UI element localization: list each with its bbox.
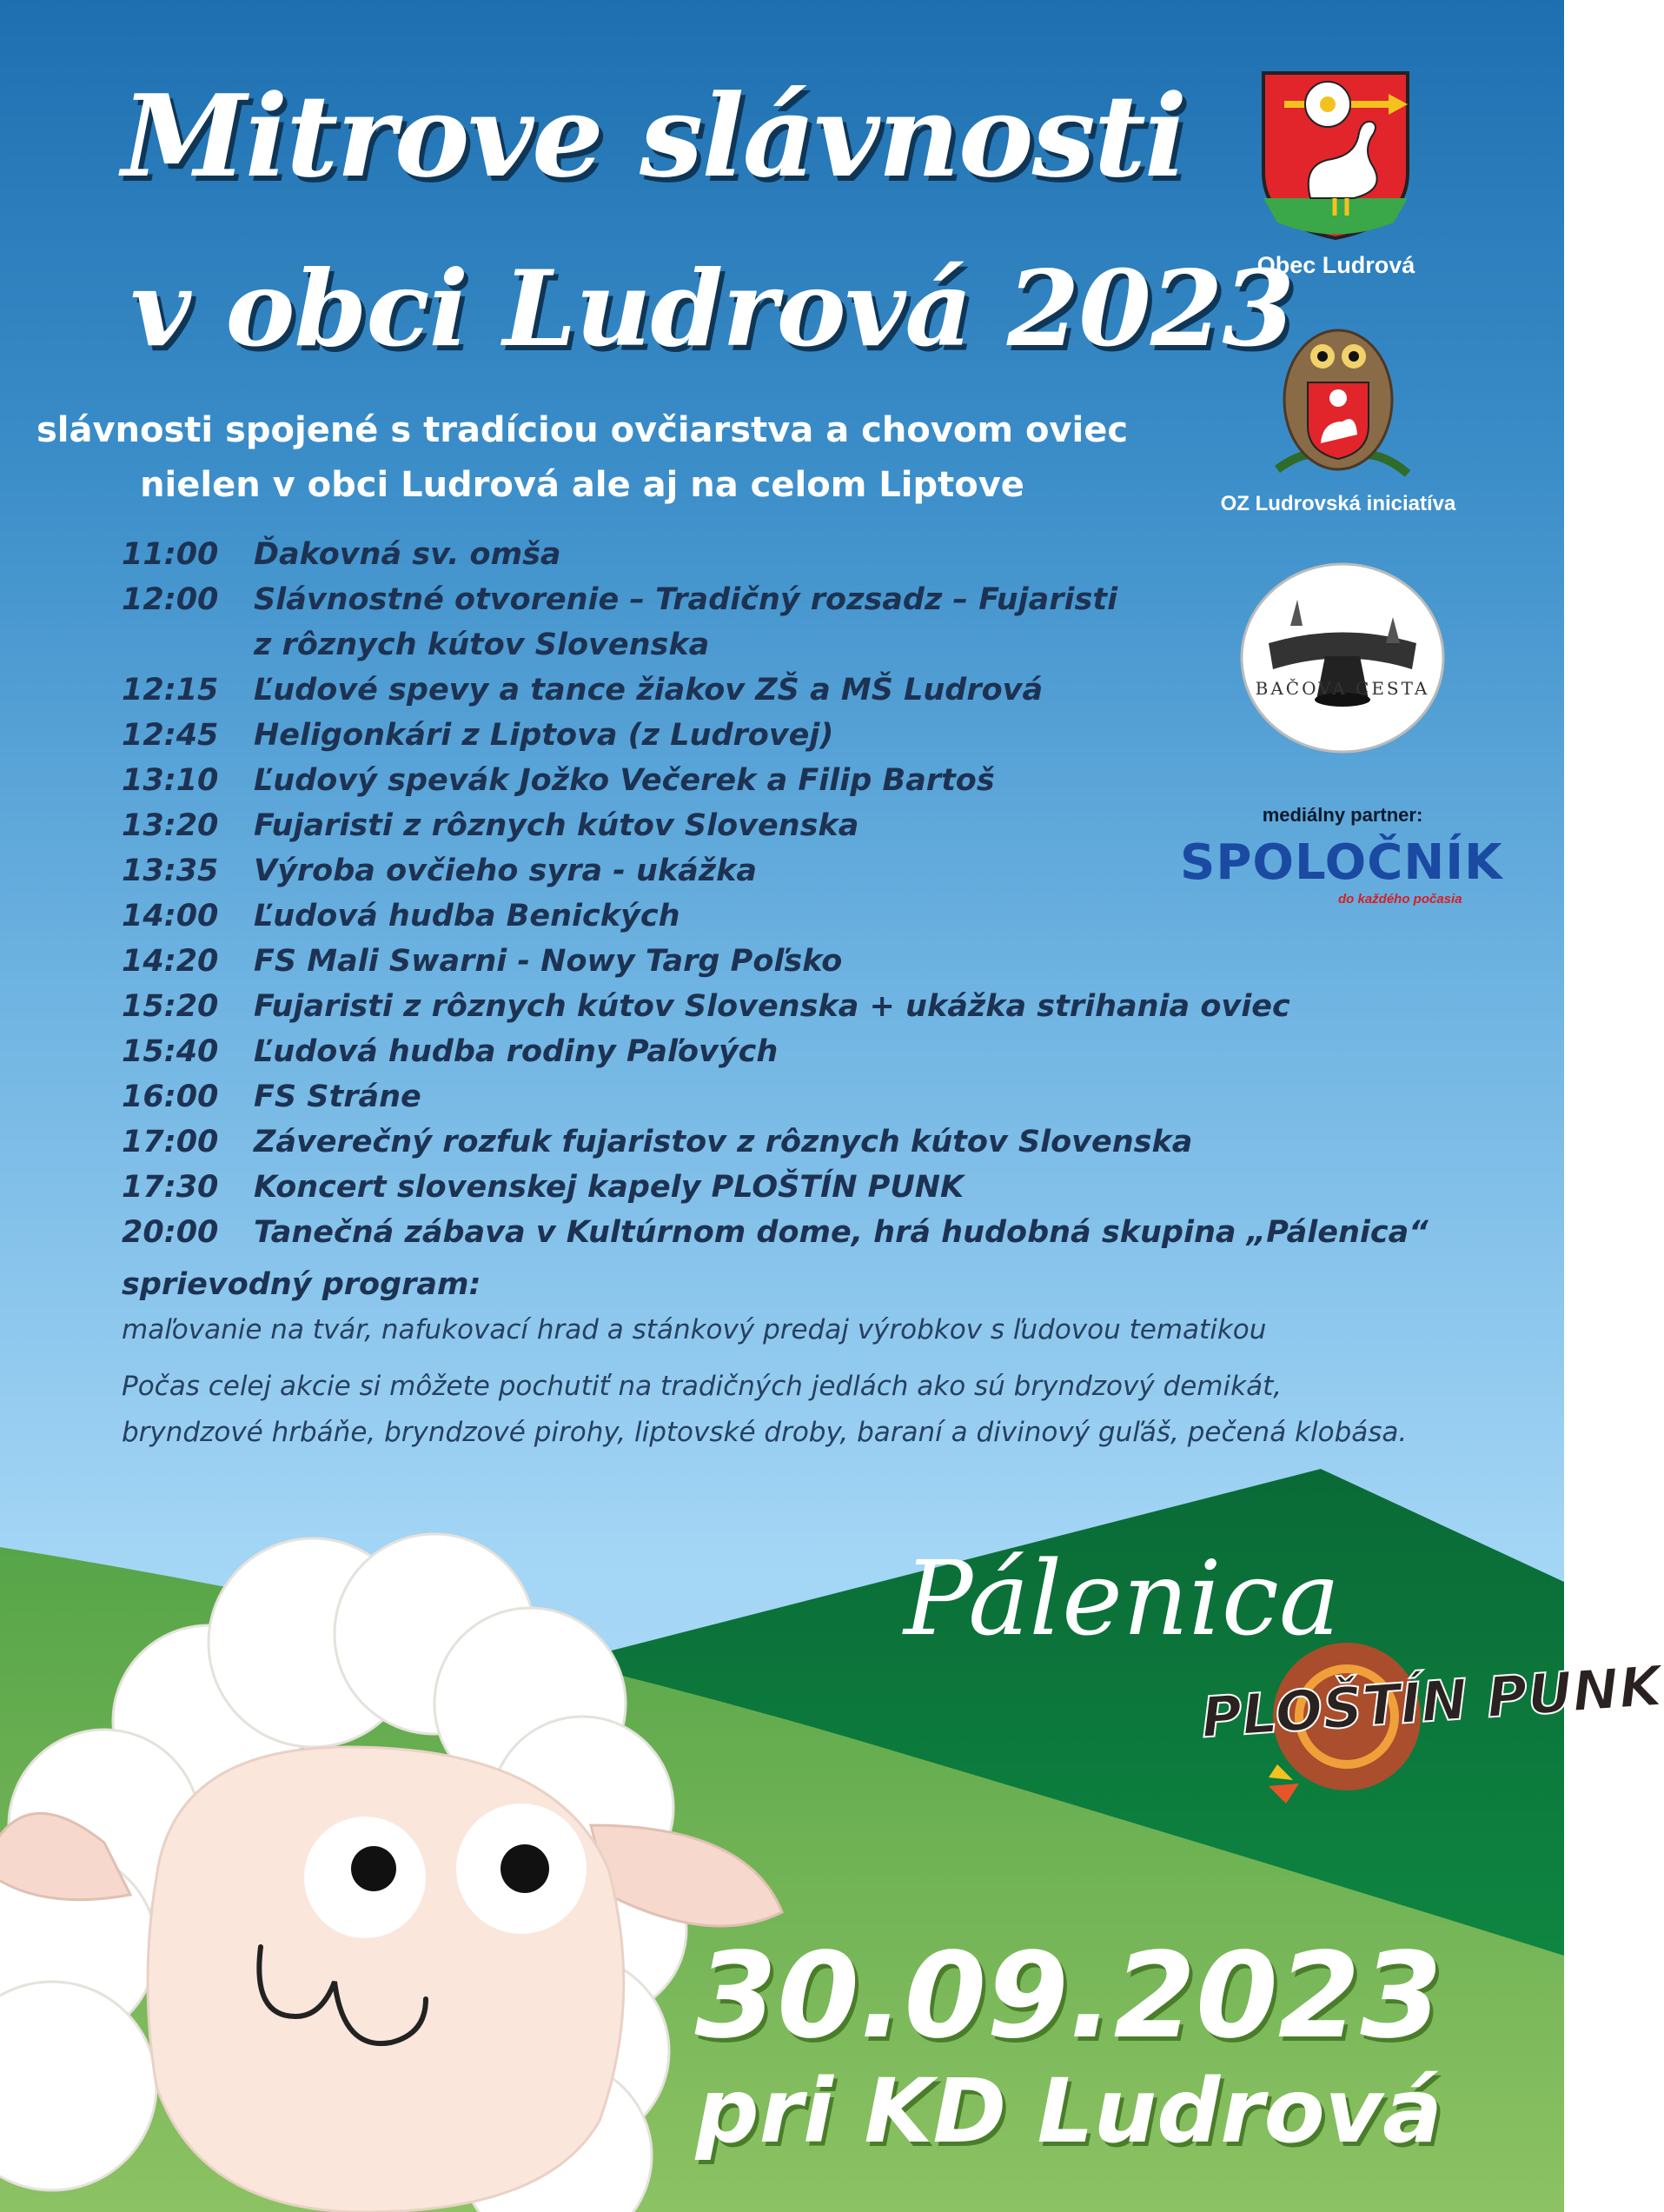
schedule-activity: Ľudové spevy a tance žiakov ZŠ a MŠ Ludrová bbox=[254, 673, 1044, 707]
schedule-time: 11:00 bbox=[122, 537, 219, 572]
palenica-logo: Pálenica bbox=[904, 1538, 1341, 1658]
food-text-line-2: bryndzové hrbáňe, bryndzové pirohy, liptovské droby, baraní a divinový guľáš, pečená klobása. bbox=[122, 1417, 1408, 1448]
event-date: 30.09.2023 bbox=[694, 1928, 1442, 2065]
obec-ludrova-coat-of-arms-icon bbox=[1258, 68, 1413, 242]
title-line-2: v obci Ludrová 2023 bbox=[130, 248, 1294, 370]
obec-ludrova-label: Obec Ludrová bbox=[1256, 252, 1415, 278]
schedule-activity: FS Mali Swarni - Nowy Targ Poľsko bbox=[254, 944, 843, 979]
schedule-row bbox=[122, 1029, 1199, 1074]
schedule-row bbox=[122, 1210, 1429, 1255]
schedule-row bbox=[122, 848, 1199, 893]
schedule-row bbox=[122, 803, 1199, 848]
bacova-cesta-logo-icon bbox=[1238, 561, 1447, 756]
schedule-time: 12:00 bbox=[122, 582, 219, 617]
schedule-activity: Ľudová hudba rodiny Paľových bbox=[254, 1034, 779, 1069]
schedule-row bbox=[122, 939, 1199, 984]
schedule-time: 17:00 bbox=[122, 1125, 219, 1159]
schedule-activity: Fujaristi z rôznych kútov Slovenska + ukážka strihania oviec bbox=[254, 989, 1290, 1024]
side-program-text: maľovanie na tvár, nafukovací hrad a stánkový predaj výrobkov s ľudovou tematikou bbox=[122, 1314, 1267, 1345]
oz-ludrovska-owl-icon bbox=[1260, 304, 1416, 487]
title-line-1: Mitrove slávnosti bbox=[122, 70, 1186, 203]
schedule-activity: Tanečná zábava v Kultúrnom dome, hrá hudobná skupina „Pálenica“ bbox=[254, 1215, 1429, 1250]
spolocnik-logo: SPOLOČNÍK bbox=[1180, 834, 1503, 891]
schedule-row bbox=[122, 1074, 1199, 1119]
schedule-row bbox=[122, 577, 1199, 622]
subtitle-line-2: nielen v obci Ludrová ale aj na celom Liptove bbox=[140, 465, 1024, 505]
sheep-illustration bbox=[0, 1460, 782, 2212]
schedule-time: 14:20 bbox=[122, 944, 219, 979]
schedule-time: 13:35 bbox=[122, 854, 219, 888]
schedule-row bbox=[122, 1119, 1199, 1165]
subtitle-line-1: slávnosti spojené s tradíciou ovčiarstva a chovom oviec bbox=[36, 410, 1129, 450]
side-program-title: sprievodný program: bbox=[122, 1267, 481, 1302]
schedule-activity: z rôznych kútov Slovenska bbox=[254, 628, 710, 662]
event-venue: pri KD Ludrová bbox=[695, 2060, 1442, 2163]
schedule-row bbox=[122, 893, 1199, 939]
schedule-time: 12:45 bbox=[122, 718, 219, 753]
schedule-time: 13:10 bbox=[122, 763, 219, 798]
schedule-time: 15:40 bbox=[122, 1034, 219, 1069]
schedule-row bbox=[122, 984, 1290, 1029]
schedule-row bbox=[122, 668, 1199, 713]
schedule-activity: Ľudový spevák Jožko Večerek a Filip Bartoš bbox=[254, 763, 995, 798]
schedule-time: 14:00 bbox=[122, 899, 219, 933]
bacova-cesta-text: BAČOVA CESTA bbox=[1255, 678, 1430, 699]
oz-ludrovska-label: OZ Ludrovská iniciatíva bbox=[1220, 492, 1456, 515]
schedule-time: 12:15 bbox=[122, 673, 219, 707]
spolocnik-tagline: do každého počasia bbox=[1338, 892, 1462, 907]
food-text-line-1: Počas celej akcie si môžete pochutiť na tradičných jedlách ako sú bryndzový demikát, bbox=[122, 1371, 1283, 1402]
schedule-time: 15:20 bbox=[122, 989, 219, 1024]
schedule-time: 13:20 bbox=[122, 808, 219, 843]
schedule-activity: FS Stráne bbox=[254, 1079, 421, 1114]
schedule-activity: Slávnostné otvorenie – Tradičný rozsadz – Fujaristi bbox=[254, 582, 1118, 617]
schedule-row-continuation bbox=[122, 622, 1199, 668]
schedule-activity: Heligonkári z Liptova (z Ludrovej) bbox=[254, 718, 834, 753]
media-partner-label: mediálny partner: bbox=[1262, 804, 1423, 826]
plostin-punk-logo: PLOŠTÍN PUNK bbox=[1199, 1654, 1664, 1751]
schedule-activity: Fujaristi z rôznych kútov Slovenska bbox=[254, 808, 859, 843]
schedule-row bbox=[122, 713, 1199, 758]
schedule-activity: Koncert slovenskej kapely PLOŠTÍN PUNK bbox=[254, 1170, 965, 1205]
schedule-time: 17:30 bbox=[122, 1170, 219, 1205]
schedule-row bbox=[122, 532, 1199, 577]
schedule-time: 16:00 bbox=[122, 1079, 219, 1114]
schedule-activity: Záverečný rozfuk fujaristov z rôznych kútov Slovenska bbox=[254, 1125, 1193, 1159]
schedule-row bbox=[122, 758, 1199, 803]
schedule-time: 20:00 bbox=[122, 1215, 219, 1250]
schedule-activity: Ľudová hudba Benických bbox=[254, 899, 680, 933]
schedule-row bbox=[122, 1165, 1199, 1210]
schedule-activity: Výroba ovčieho syra - ukážka bbox=[254, 854, 758, 888]
schedule-activity: Ďakovná sv. omša bbox=[254, 537, 561, 572]
